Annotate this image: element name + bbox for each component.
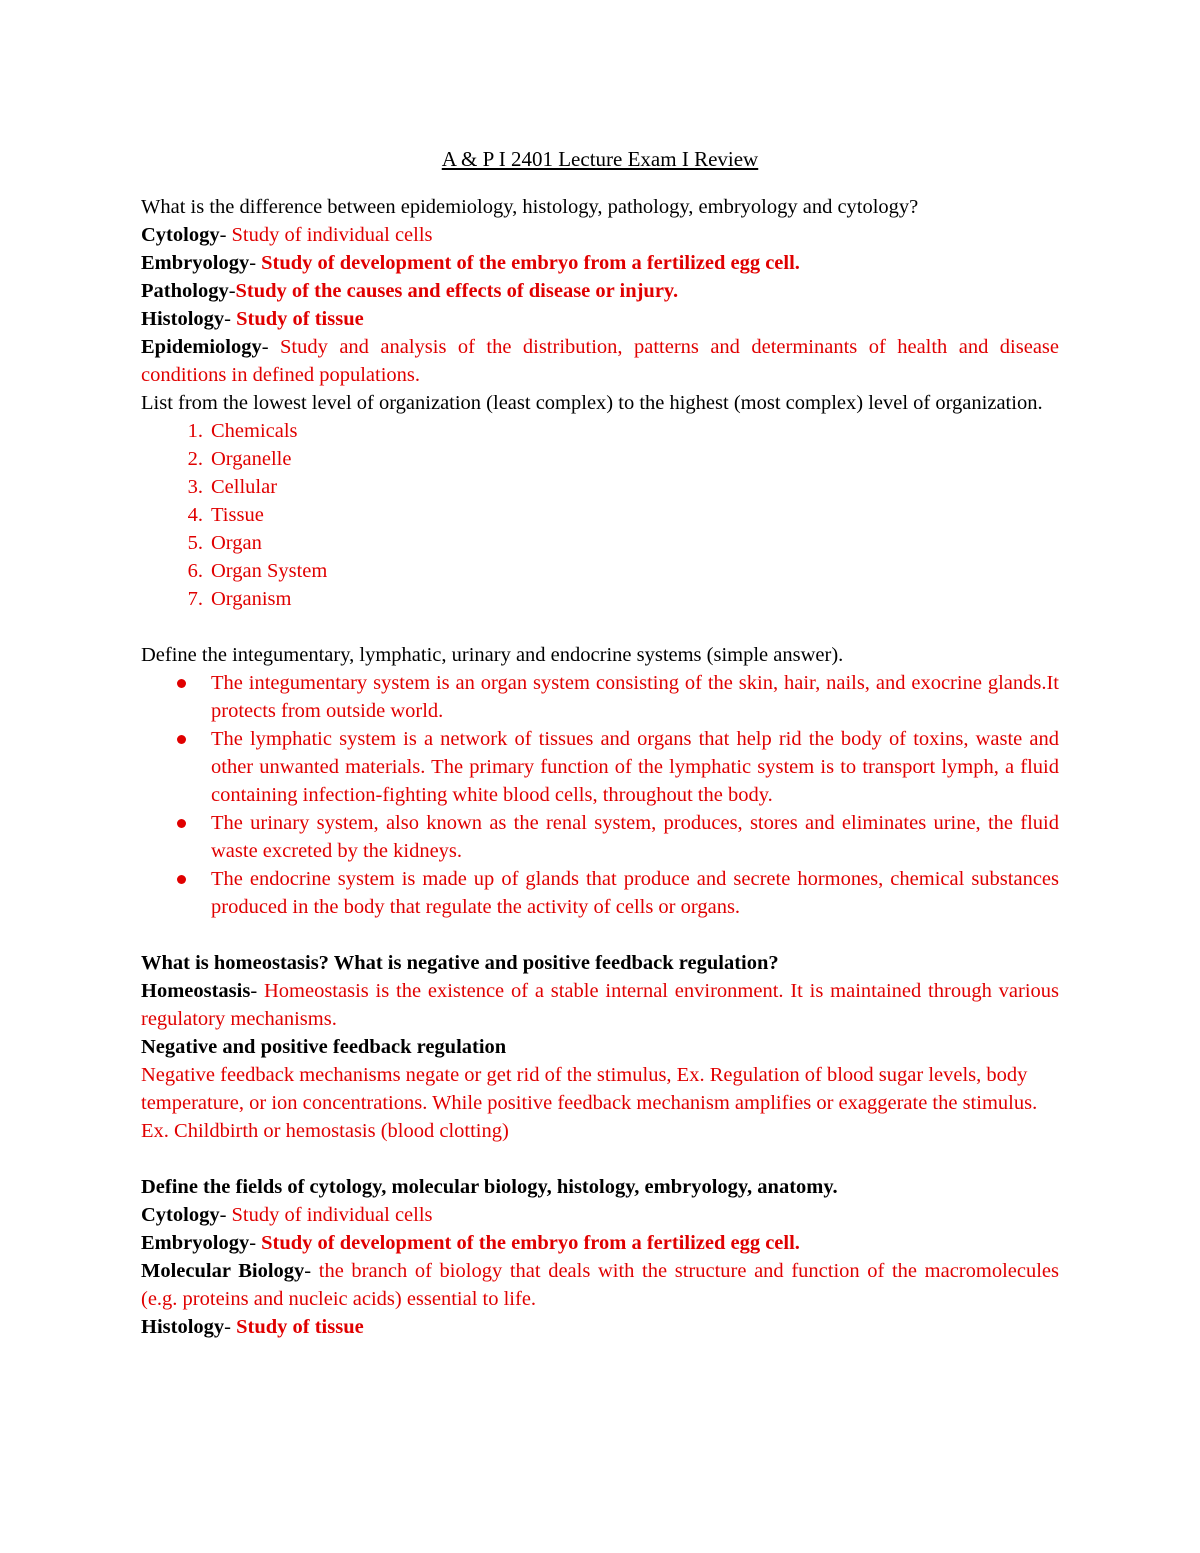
systems-bullet-list (141, 669, 1059, 921)
feedback-heading: Negative and positive feedback regulation (141, 1036, 507, 1058)
definition-line (141, 221, 1059, 249)
q5-definitions (141, 1201, 1059, 1341)
definition-line (141, 333, 1059, 389)
list-item (141, 529, 1059, 557)
definition-text: Study of tissue (236, 1316, 364, 1338)
document-page (141, 143, 1059, 1341)
question-4: What is homeostasis? What is negative and positive feedback regulation? (141, 952, 779, 974)
list-item (141, 501, 1059, 529)
definition-separator: - (249, 252, 262, 274)
list-item-text: Organelle (211, 448, 292, 470)
definition-term: Molecular Biology (141, 1260, 305, 1282)
definition-term: Cytology (141, 1204, 220, 1226)
list-item-text: Organ (211, 532, 262, 554)
question-3: Define the integumentary, lymphatic, urinary and endocrine systems (simple answer). (141, 644, 844, 666)
definition-term: Pathology (141, 280, 229, 302)
definition-term: Histology (141, 1316, 225, 1338)
definition-separator: - (304, 1260, 319, 1282)
definition-separator: - (219, 1204, 232, 1226)
definition-term: Embryology (141, 1232, 250, 1254)
definition-line (141, 1229, 1059, 1257)
organization-levels-list (141, 417, 1059, 613)
list-item (141, 585, 1059, 613)
list-number: 7. (187, 588, 203, 610)
feedback-text: Negative feedback mechanisms negate or get rid of the stimulus, Ex. Regulation of blood sugar levels, body temperature, or ion concentrations. While positive feedback mechanism amplifies or exaggerate the stimulus. Ex. Childbirth or hemostasis (blood clotting) (141, 1064, 1038, 1142)
list-number: 1. (187, 420, 203, 442)
definition-line (141, 305, 1059, 333)
definition-text: Study of development of the embryo from a fertilized egg cell. (261, 252, 800, 274)
definition-separator: - (228, 280, 236, 302)
definition-term: Histology (141, 308, 225, 330)
definition-text: Study of development of the embryo from a fertilized egg cell. (261, 1232, 800, 1254)
definition-term: Cytology (141, 224, 220, 246)
definition-text: Study of individual cells (231, 224, 433, 246)
bullet-item (141, 809, 1059, 865)
definition-text: Study of individual cells (231, 1204, 433, 1226)
bullet-dot-icon (177, 679, 186, 688)
definition-line (141, 249, 1059, 277)
bullet-item (141, 865, 1059, 921)
bullet-text: The urinary system, also known as the renal system, produces, stores and eliminates urine, the fluid waste excreted by the kidneys. (211, 812, 1059, 862)
definition-text: Study of the causes and effects of disease or injury. (235, 280, 679, 302)
bullet-item (141, 725, 1059, 809)
definition-term: Epidemiology (141, 336, 262, 358)
bullet-item (141, 669, 1059, 725)
definition-separator: - (261, 336, 281, 358)
bullet-text: The integumentary system is an organ system consisting of the skin, hair, nails, and exocrine glands.It protects from outside world. (211, 672, 1059, 722)
page-title: A & P I 2401 Lecture Exam I Review (441, 147, 759, 171)
list-number: 5. (187, 532, 203, 554)
question-2: List from the lowest level of organization (least complex) to the highest (most complex) level of organization. (141, 392, 1043, 414)
homeostasis-text: Homeostasis is the existence of a stable internal environment. It is maintained through various regulatory mechanisms. (141, 980, 1059, 1030)
bullet-text: The lymphatic system is a network of tissues and organs that help rid the body of toxins, waste and other unwanted materials. The primary function of the lymphatic system is to transport lymph, a fluid containing infection-fighting white blood cells, throughout the body. (211, 728, 1059, 806)
list-item-text: Cellular (211, 476, 278, 498)
list-item-text: Chemicals (211, 420, 298, 442)
q1-definitions (141, 221, 1059, 389)
homeostasis-term: Homeostasis (141, 980, 251, 1002)
definition-line (141, 1313, 1059, 1341)
list-number: 3. (187, 476, 203, 498)
list-item-text: Organ System (211, 560, 328, 582)
definition-term: Embryology (141, 252, 250, 274)
definition-separator: - (224, 308, 237, 330)
list-item (141, 473, 1059, 501)
list-number: 6. (187, 560, 203, 582)
definition-separator: - (224, 1316, 237, 1338)
list-item-text: Tissue (211, 504, 264, 526)
list-item-text: Organism (211, 588, 292, 610)
bullet-dot-icon (177, 875, 186, 884)
definition-separator: - (219, 224, 232, 246)
definition-line (141, 277, 1059, 305)
homeostasis-definition: Homeostasis- Homeostasis is the existence of a stable internal environment. It is maintained through various regulatory mechanisms. (141, 980, 1059, 1030)
question-1: What is the difference between epidemiology, histology, pathology, embryology and cytology? (141, 196, 919, 218)
definition-line (141, 1201, 1059, 1229)
list-number: 2. (187, 448, 203, 470)
list-number: 4. (187, 504, 203, 526)
bullet-text: The endocrine system is made up of glands that produce and secrete hormones, chemical substances produced in the body that regulate the activity of cells or organs. (211, 868, 1059, 918)
list-item (141, 417, 1059, 445)
list-item (141, 557, 1059, 585)
list-item (141, 445, 1059, 473)
definition-text: Study and analysis of the distribution, patterns and determinants of health and disease conditions in defined populations. (141, 336, 1060, 386)
definition-separator: - (249, 1232, 262, 1254)
question-5: Define the fields of cytology, molecular biology, histology, embryology, anatomy. (141, 1176, 838, 1198)
bullet-dot-icon (177, 819, 186, 828)
definition-text: the branch of biology that deals with the structure and function of the macromolecules (e.g. proteins and nucleic acids) essential to life. (141, 1260, 1059, 1310)
bullet-dot-icon (177, 735, 186, 744)
definition-text: Study of tissue (236, 308, 364, 330)
definition-line (141, 1257, 1059, 1313)
